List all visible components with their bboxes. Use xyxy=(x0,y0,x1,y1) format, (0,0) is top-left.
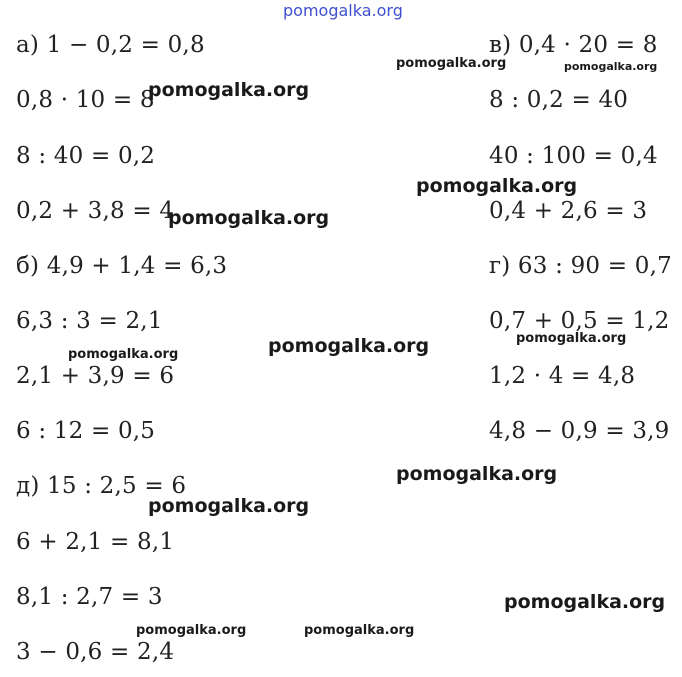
watermark: pomogalka.org xyxy=(504,591,666,613)
watermark: pomogalka.org xyxy=(416,175,578,197)
equation-d-1: д) 15 : 2,5 = 6 xyxy=(16,473,187,499)
equation-d-2: 6 + 2,1 = 8,1 xyxy=(16,529,175,555)
equation-g-1: г) 63 : 90 = 0,7 xyxy=(489,253,672,279)
header-watermark: pomogalka.org xyxy=(283,1,403,20)
equation-b-3: 2,1 + 3,9 = 6 xyxy=(16,363,175,389)
equation-v-3: 40 : 100 = 0,4 xyxy=(489,143,658,169)
equation-a-3: 8 : 40 = 0,2 xyxy=(16,143,156,169)
equation-a-2: 0,8 · 10 = 8 xyxy=(16,87,155,113)
watermark: pomogalka.org xyxy=(148,495,310,517)
equation-a-4: 0,2 + 3,8 = 4 xyxy=(16,198,175,224)
watermark: pomogalka.org xyxy=(516,331,627,346)
watermark: pomogalka.org xyxy=(168,207,330,229)
equation-g-3: 1,2 · 4 = 4,8 xyxy=(489,363,636,389)
equation-a-1: а) 1 − 0,2 = 0,8 xyxy=(16,32,205,58)
equation-v-1: в) 0,4 · 20 = 8 xyxy=(489,32,658,58)
watermark: pomogalka.org xyxy=(564,60,658,73)
equation-v-4: 0,4 + 2,6 = 3 xyxy=(489,198,648,224)
equation-b-4: 6 : 12 = 0,5 xyxy=(16,418,156,444)
watermark: pomogalka.org xyxy=(396,56,507,71)
watermark: pomogalka.org xyxy=(304,623,415,638)
equation-g-2: 0,7 + 0,5 = 1,2 xyxy=(489,308,670,334)
equation-b-1: б) 4,9 + 1,4 = 6,3 xyxy=(16,253,228,279)
watermark: pomogalka.org xyxy=(268,335,430,357)
equation-v-2: 8 : 0,2 = 40 xyxy=(489,87,629,113)
watermark: pomogalka.org xyxy=(136,623,247,638)
equation-b-2: 6,3 : 3 = 2,1 xyxy=(16,308,163,334)
equation-g-4: 4,8 − 0,9 = 3,9 xyxy=(489,418,670,444)
watermark: pomogalka.org xyxy=(148,79,310,101)
watermark: pomogalka.org xyxy=(396,463,558,485)
watermark: pomogalka.org xyxy=(68,347,179,362)
equation-d-3: 8,1 : 2,7 = 3 xyxy=(16,584,163,610)
equation-d-4: 3 − 0,6 = 2,4 xyxy=(16,639,175,665)
